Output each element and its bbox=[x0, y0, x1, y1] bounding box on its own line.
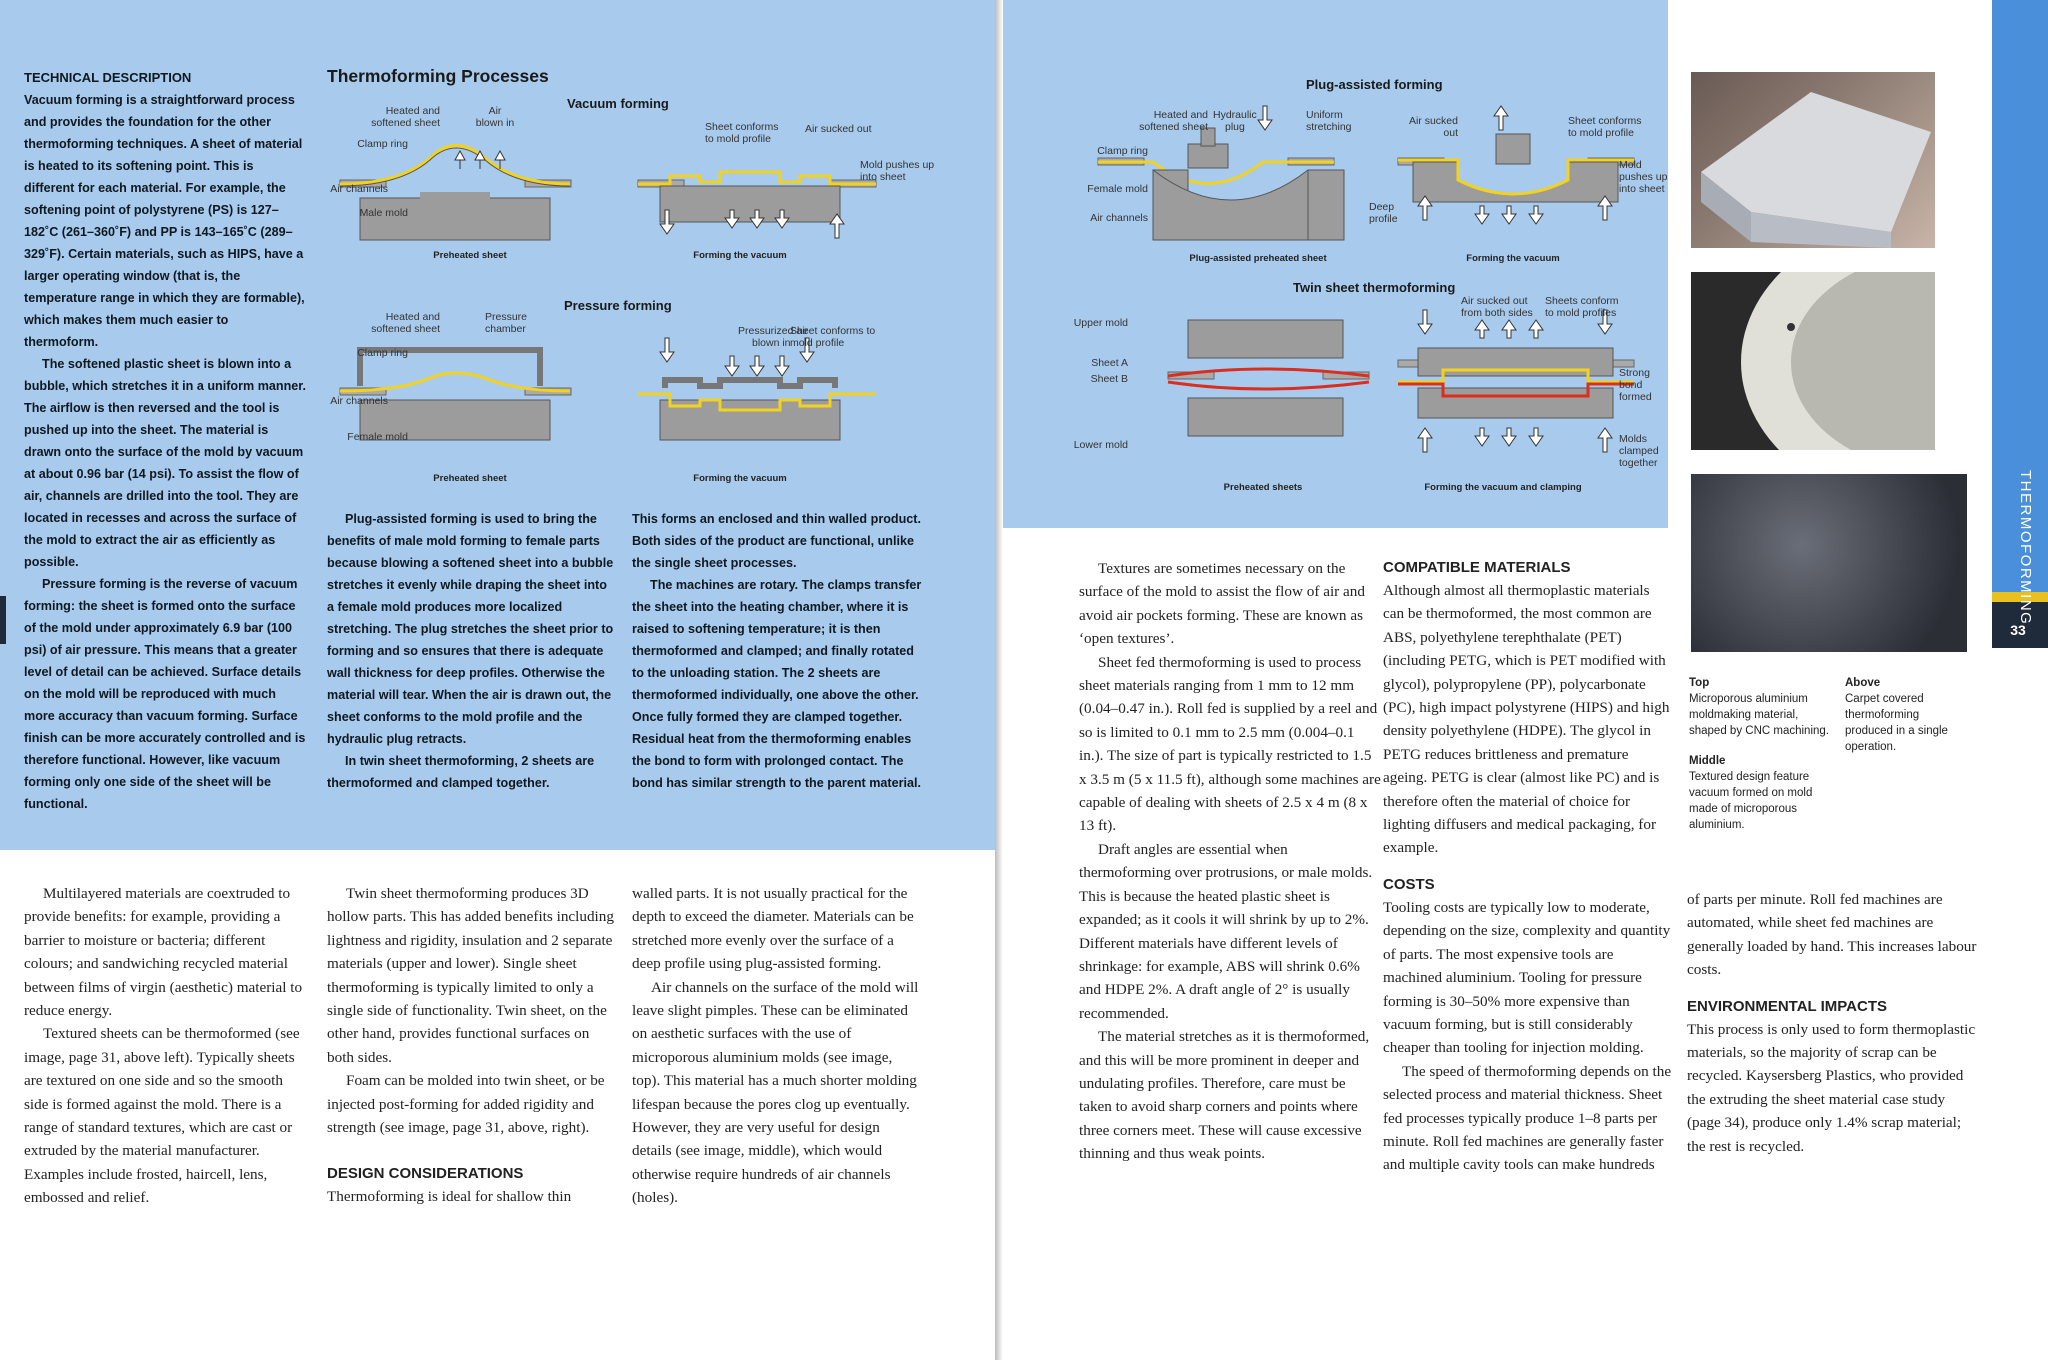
label: Heated and bbox=[1153, 109, 1208, 121]
label: Female mold bbox=[1087, 183, 1148, 195]
label: Pressurized air bbox=[738, 325, 809, 337]
label: Air channels bbox=[330, 183, 388, 195]
technical-paragraph: Vacuum forming is a straightforward process and provides the foundation for the other thermoforming techniques. A sheet of material is heated to its softening point. This is different for each material. For example, the softening point of polystyrene (PS) is 127–182˚C (261–360˚F) and PP is 143–165˚C (289–329˚F). Certain materials, such as HIPS, have a larger operating window (that is, the temperature range in which they are formable), which makes them much easier to thermoform. bbox=[24, 93, 305, 349]
body-paragraph: Draft angles are essential when thermoforming over protrusions, or male molds. This is because the heated plastic sheet is expanded; as it cools it will shrink by up to 2%. Different materials have different levels of shrinkage: for example, ABS will shrink 0.6% and HDPE 2%. A draft angle of 2° is usually recommended. bbox=[1079, 840, 1373, 1022]
vacuum-caption-1: Preheated sheet bbox=[433, 250, 507, 261]
body-paragraph: Foam can be molded into twin sheet, or be injected post-forming for added rigidity and strength (see image, page 31, above, right). bbox=[327, 1072, 605, 1137]
body-paragraph: The material stretches as it is thermoformed, and this will be more prominent in deeper and undulating profiles. Therefore, care must be taken to avoid sharp corners and points where three corners meet. These will cause excessive thinning and thus weak points. bbox=[1079, 1028, 1370, 1163]
label: softened sheet bbox=[371, 323, 440, 335]
label: from both sides bbox=[1461, 307, 1533, 319]
twin-title: Twin sheet thermoforming bbox=[1293, 280, 1456, 295]
body-paragraph: Thermoforming is ideal for shallow thin bbox=[327, 1188, 572, 1206]
label: blown in bbox=[752, 337, 791, 349]
body-paragraph: Air channels on the surface of the mold will leave slight pimples. These can be eliminated on aesthetic surfaces with the use of microporous aluminium molds (see image, top). This material has a much shorter molding lifespan because the pores clog up eventually. However, they are very useful for design details (see image, middle), which would otherwise require hundreds of air channels (holes). bbox=[632, 978, 919, 1207]
technical-col-3 bbox=[632, 508, 922, 794]
photo-above bbox=[1691, 474, 1967, 652]
body-col-2 bbox=[327, 882, 617, 1209]
body-col-3 bbox=[632, 882, 922, 1210]
technical-description bbox=[24, 67, 306, 815]
label: Air channels bbox=[330, 395, 388, 407]
technical-heading: TECHNICAL DESCRIPTION bbox=[24, 70, 192, 85]
label: Sheet conforms to bbox=[790, 325, 876, 337]
label: Air sucked bbox=[1408, 115, 1458, 127]
label: Sheet conforms bbox=[1568, 115, 1642, 127]
label: Sheet A bbox=[1091, 357, 1128, 369]
pressure-title: Pressure forming bbox=[564, 298, 672, 313]
body-paragraph: Textures are sometimes necessary on the surface of the mold to assist the flow of air and avoid air pockets forming. These are known as ‘open textures’. bbox=[1079, 560, 1365, 648]
label: formed bbox=[1619, 391, 1652, 403]
body-paragraph: Although almost all thermoplastic materials can be thermoformed, the most common are ABS, polyethylene terephthalate (PET) (including PETG, which is PET modified with glycol), polypropylene (PP), polycarbonate (PC), high impact polystyrene (HIPS) and high density polyethylene (HDPE). The glycol in PETG reduces brittleness and premature ageing. PETG is clear (almost like PC) and is therefore often the material of choice for lighting diffusers and medical packaging, for example. bbox=[1383, 582, 1670, 857]
edge-marker bbox=[0, 596, 6, 644]
label: to mold profiles bbox=[1545, 307, 1617, 319]
right-page bbox=[1003, 0, 2048, 1360]
caption-text: Textured design feature vacuum formed on mold made of microporous aluminium. bbox=[1689, 771, 1813, 831]
body-col-1 bbox=[24, 882, 306, 1210]
label: to mold profile bbox=[1568, 127, 1634, 139]
label: together bbox=[1619, 457, 1658, 469]
label: Air sucked out bbox=[805, 123, 872, 135]
label: plug bbox=[1225, 121, 1245, 133]
label: Pressure bbox=[485, 311, 528, 323]
plug-caption-1: Plug-assisted preheated sheet bbox=[1189, 253, 1327, 264]
vacuum-caption-2: Forming the vacuum bbox=[693, 250, 787, 261]
photo-top bbox=[1691, 72, 1935, 248]
label: Clamp ring bbox=[357, 138, 408, 150]
section-heading: ENVIRONMENTAL IMPACTS bbox=[1687, 997, 1888, 1015]
section-heading: COMPATIBLE MATERIALS bbox=[1383, 559, 1571, 576]
label: Mold bbox=[1619, 159, 1642, 171]
label: to mold profile bbox=[705, 133, 771, 145]
technical-paragraph: The softened plastic sheet is blown into a bubble, which stretches it in a uniform manner. The airflow is then reversed and the tool is pushed up into the sheet. The material is drawn onto the surface of the mold by vacuum at about 0.96 bar (14 psi). To assist the flow of air, channels are drilled into the tool. They are located in recesses and across the surface of the mold to extract the air as efficiently as possible. bbox=[24, 357, 307, 569]
caption-text: Carpet covered thermoforming produced in a single operation. bbox=[1845, 693, 1948, 753]
technical-paragraph: Pressure forming is the reverse of vacuum forming: the sheet is formed onto the surface of the mold under approximately 6.9 bar (100 psi) of air pressure. This means that a greater level of detail can be achieved. Surface details on the mold will be reproduced with much more accuracy than vacuum forming. Surface finish can be more accurately controlled and is therefore functional. However, like vacuum forming only one side of the sheet will be functional. bbox=[24, 577, 306, 811]
label: mold profile bbox=[790, 337, 845, 349]
label: clamped bbox=[1619, 445, 1659, 457]
page-number: 33 bbox=[2010, 622, 2026, 638]
label: softened sheet bbox=[371, 117, 440, 129]
label: Male mold bbox=[359, 207, 408, 219]
right-body-col-3 bbox=[1687, 888, 1977, 1158]
plug-caption-2: Forming the vacuum bbox=[1466, 253, 1560, 264]
pressure-caption-1: Preheated sheet bbox=[433, 473, 507, 484]
twin-caption-2: Forming the vacuum and clamping bbox=[1424, 482, 1582, 493]
label: blown in bbox=[475, 117, 515, 129]
twin-caption-1: Preheated sheets bbox=[1223, 482, 1303, 493]
body-paragraph: This process is only used to form thermoplastic materials, so the majority of scrap can be recycled. Kaysersberg Plastics, who provided the extruding the sheet material case study (page 34), produce only 1.4% scrap material; the rest is recycled. bbox=[1687, 1020, 1976, 1155]
caption-text: Microporous aluminium moldmaking material, shaped by CNC machining. bbox=[1689, 693, 1829, 737]
label: bond bbox=[1619, 379, 1643, 391]
label: Female mold bbox=[347, 431, 408, 443]
label: Heated and bbox=[385, 311, 440, 323]
body-paragraph: Textured sheets can be thermoformed (see image, page 31, above left). Typically sheets are textured on one side and so the smooth side is formed against the mold. There is a range of standard textures, which are cast or extruded by the material manufacturer. Examples include frosted, haircell, lens, embossed and relief. bbox=[24, 1025, 300, 1207]
label: Lower mold bbox=[1073, 439, 1128, 451]
technical-paragraph: Plug-assisted forming is used to bring the benefits of male mold forming to female parts because blowing a softened sheet into a bubble stretches it evenly while draping the sheet into a female mold produces more localized stretching. The plug stretches the sheet prior to forming and so ensures that there is adequate wall thickness for deep profiles. Otherwise the material will tear. When the air is drawn out, the sheet conforms to the mold profile and the hydraulic plug retracts. bbox=[327, 512, 614, 746]
caption-heading: Top bbox=[1689, 677, 1710, 689]
label: Air bbox=[488, 105, 502, 117]
label: Deep bbox=[1369, 201, 1395, 213]
body-paragraph: Tooling costs are typically low to moderate, depending on the size, complexity and quantity of parts. The most expensive tools are machined aluminium. Tooling for pressure forming is 30–50% more expensive than vacuum forming, but is still considerably cheaper than tooling for injection molding. bbox=[1383, 898, 1671, 1057]
label: Clamp ring bbox=[357, 347, 408, 359]
label: into sheet bbox=[860, 171, 906, 183]
body-paragraph: Multilayered materials are coextruded to provide benefits: for example, providing a barrier to moisture or bacteria; different colours; and sandwiching recycled material between films of virgin (aesthetic) material to reduce energy. bbox=[24, 885, 303, 1020]
body-paragraph: of parts per minute. Roll fed machines are automated, while sheet fed machines are generally loaded by hand. This increases labour costs. bbox=[1687, 891, 1977, 979]
label: Mold pushes up bbox=[860, 159, 935, 171]
label: softened sheet bbox=[1139, 121, 1208, 133]
label: Molds bbox=[1619, 433, 1648, 445]
plug-title: Plug-assisted forming bbox=[1306, 77, 1443, 92]
plug-twin-diagrams bbox=[1003, 70, 1668, 510]
side-tab bbox=[1990, 0, 2048, 1360]
label: profile bbox=[1369, 213, 1398, 225]
left-page bbox=[0, 0, 995, 1360]
label: Clamp ring bbox=[1097, 145, 1148, 157]
section-heading: COSTS bbox=[1383, 875, 1435, 893]
label: Air channels bbox=[1090, 212, 1148, 224]
label: out bbox=[1443, 127, 1458, 139]
label: chamber bbox=[485, 323, 526, 335]
photo-middle bbox=[1691, 272, 1935, 450]
vacuum-pressure-diagrams bbox=[320, 88, 940, 498]
label: Strong bbox=[1619, 367, 1650, 379]
gutter bbox=[995, 0, 1003, 1360]
technical-col-2 bbox=[327, 508, 617, 794]
body-paragraph: Twin sheet thermoforming produces 3D hollow parts. This has added benefits including lightness and rigidity, insulation and 2 separate materials (upper and lower). Single sheet thermoforming is typically limited to only a single side of functionality. Twin sheet, on the other hand, provides functional surfaces on both sides. bbox=[327, 885, 614, 1066]
section-heading: DESIGN CONSIDERATIONS bbox=[327, 1165, 524, 1183]
body-paragraph: Sheet fed thermoforming is used to process sheet materials ranging from 1 mm to 12 mm (0.04–0.47 in.). Roll fed is supplied by a reel and so is limited to 0.1 mm to 2.5 mm (0.004–0.1 in.). The size of part is typically restricted to 1.5 x 3.5 m (5 x 11.5 ft), although some machines are capable of dealing with sheets of 2.5 x 4 m (8 x 13 ft). bbox=[1079, 653, 1381, 835]
side-tab-label: THERMOFORMING bbox=[2017, 470, 2034, 626]
pressure-caption-2: Forming the vacuum bbox=[693, 473, 787, 484]
label: Sheets conform bbox=[1545, 295, 1619, 307]
label: Uniform bbox=[1306, 109, 1343, 121]
label: Air sucked out bbox=[1461, 295, 1528, 307]
label: Hydraulic bbox=[1213, 109, 1257, 121]
vacuum-title: Vacuum forming bbox=[567, 96, 669, 111]
body-paragraph: The speed of thermoforming depends on the selected process and material thickness. Sheet fed processes typically produce 1–8 parts per minute. Roll fed machines are generally faster and multiple cavity tools can make hundreds bbox=[1383, 1062, 1672, 1174]
label: stretching bbox=[1306, 121, 1352, 133]
caption-above bbox=[1845, 675, 1965, 755]
textured-mold-image bbox=[1691, 272, 1935, 450]
technical-paragraph: The machines are rotary. The clamps transfer the sheet into the heating chamber, where it is raised to softening temperature; it is then thermoformed and clamped; and finally rotated to the unloading station. The 2 sheets are thermoformed individually, one above the other. Once fully formed they are clamped together. Residual heat from the thermoforming enables the bond to form with prolonged contact. The bond has similar strength to the parent material. bbox=[632, 578, 922, 790]
technical-paragraph: In twin sheet thermoforming, 2 sheets are thermoformed and clamped together. bbox=[327, 754, 595, 790]
right-body-col-2 bbox=[1383, 557, 1673, 1177]
diagram-title: Thermoforming Processes bbox=[327, 66, 549, 86]
right-body-col-1 bbox=[1079, 557, 1381, 1166]
label: Sheet B bbox=[1090, 373, 1128, 385]
aluminium-block-image bbox=[1691, 72, 1935, 248]
label: Upper mold bbox=[1073, 317, 1128, 329]
technical-paragraph: This forms an enclosed and thin walled product. Both sides of the product are functional, unlike the single sheet processes. bbox=[632, 512, 921, 570]
caption-top-middle bbox=[1689, 675, 1837, 833]
label: Sheet conforms bbox=[705, 121, 779, 133]
label: pushes up bbox=[1619, 171, 1668, 183]
label: into sheet bbox=[1619, 183, 1665, 195]
caption-heading: Middle bbox=[1689, 755, 1726, 767]
body-paragraph: walled parts. It is not usually practical for the depth to exceed the diameter. Materials can be stretched more evenly over the surface of a deep profile using plug-assisted forming. bbox=[632, 885, 914, 973]
label: Heated and bbox=[385, 105, 440, 117]
caption-heading: Above bbox=[1845, 677, 1881, 689]
